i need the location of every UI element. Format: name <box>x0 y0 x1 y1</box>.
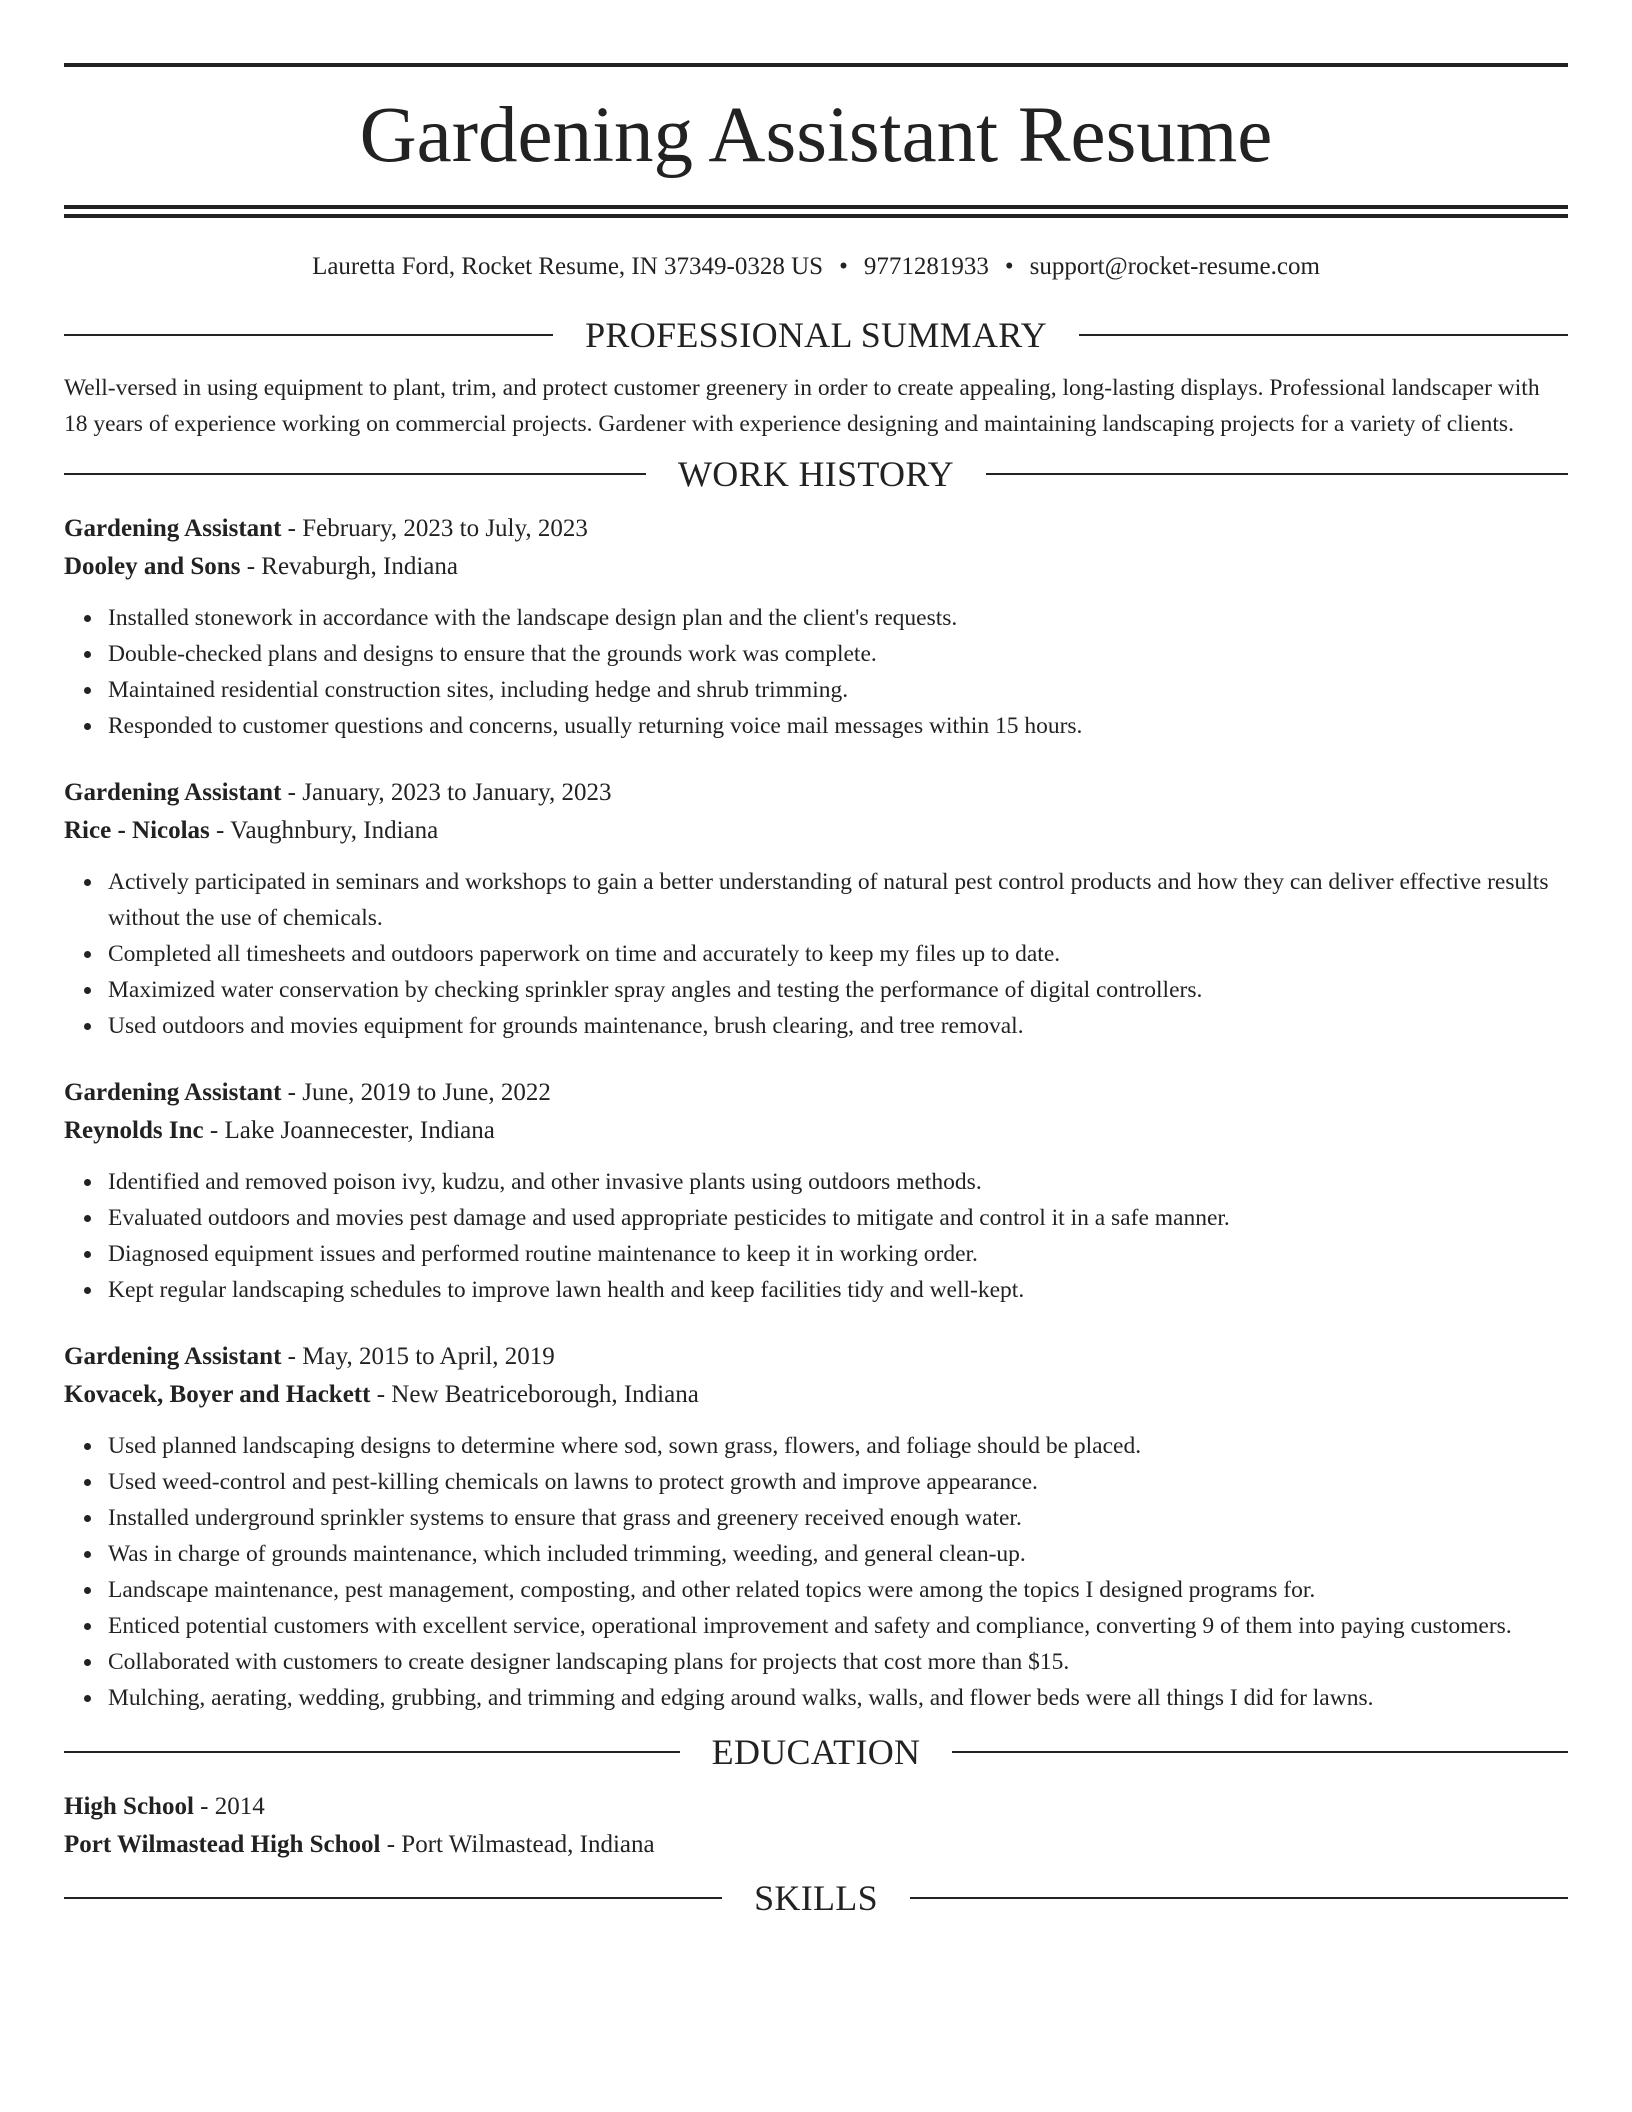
job-bullet: Enticed potential customers with excellent service, operational improvement and safety and compliance, converting 9 of them into paying customers. <box>108 1608 1568 1644</box>
job-entry <box>64 1074 1568 1308</box>
job-bullet-list <box>64 1428 1568 1716</box>
job-dates: - February, 2023 to July, 2023 <box>281 515 588 542</box>
job-title-line <box>64 774 1568 812</box>
contact-email: support@rocket-resume.com <box>1029 253 1320 280</box>
job-bullet: Used planned landscaping designs to determine where sod, sown grass, flowers, and foliage should be placed. <box>108 1428 1568 1464</box>
job-title: Gardening Assistant <box>64 779 282 806</box>
job-company-line <box>64 812 1568 850</box>
section-title: WORK HISTORY <box>678 454 954 494</box>
heading-rule <box>64 334 553 336</box>
job-bullet: Diagnosed equipment issues and performed routine maintenance to keep it in working order. <box>108 1236 1568 1272</box>
contact-separator: • <box>839 253 848 280</box>
header-double-rule <box>64 205 1568 218</box>
job-bullet-list <box>64 600 1568 744</box>
job-entry <box>64 774 1568 1044</box>
job-company-line <box>64 1112 1568 1150</box>
contact-address: Lauretta Ford, Rocket Resume, IN 37349-0328 US <box>312 253 824 280</box>
summary-text: Well-versed in using equipment to plant, trim, and protect customer greenery in order to create appealing, long-lasting displays. Professional landscaper with 18 years of experience working on commercial projects. Gardener with experience designing and maintaining landscaping projects for a variety of clients. <box>64 375 1540 437</box>
job-bullet: Was in charge of grounds maintenance, which included trimming, weeding, and general clean-up. <box>108 1536 1568 1572</box>
heading-rule <box>910 1897 1568 1899</box>
job-dates: - June, 2019 to June, 2022 <box>281 1079 551 1106</box>
education-school-line <box>64 1826 1568 1864</box>
job-bullet: Collaborated with customers to create designer landscaping plans for projects that cost more than $15. <box>108 1644 1568 1680</box>
job-bullet: Used outdoors and movies equipment for grounds maintenance, brush clearing, and tree removal. <box>108 1008 1568 1044</box>
section-heading-education <box>64 1732 1568 1772</box>
job-location: - New Beatriceborough, Indiana <box>370 1381 699 1408</box>
section-heading-work-history <box>64 454 1568 494</box>
job-location: - Lake Joannecester, Indiana <box>203 1117 495 1144</box>
job-title-line <box>64 510 1568 548</box>
job-company: Dooley and Sons <box>64 553 241 580</box>
job-company-line <box>64 1376 1568 1414</box>
job-bullet: Installed underground sprinkler systems to ensure that grass and greenery received enough water. <box>108 1500 1568 1536</box>
job-bullet: Kept regular landscaping schedules to improve lawn health and keep facilities tidy and well-kept. <box>108 1272 1568 1308</box>
job-bullet: Actively participated in seminars and workshops to gain a better understanding of natural pest control products and how they can deliver effective results without the use of chemicals. <box>108 864 1568 936</box>
job-entry <box>64 510 1568 744</box>
contact-separator: • <box>1004 253 1014 280</box>
job-bullet: Evaluated outdoors and movies pest damage and used appropriate pesticides to mitigate and control it in a safe manner. <box>108 1200 1568 1236</box>
job-title-line <box>64 1074 1568 1112</box>
education-degree: High School <box>64 1793 194 1820</box>
heading-rule <box>64 473 646 475</box>
job-bullet-list <box>64 1164 1568 1308</box>
job-company: Rice - Nicolas <box>64 817 210 844</box>
job-company: Reynolds Inc <box>64 1117 204 1144</box>
job-bullet: Landscape maintenance, pest management, composting, and other related topics were among the topics I designed programs for. <box>108 1572 1568 1608</box>
job-entry <box>64 1338 1568 1716</box>
contact-phone: 9771281933 <box>863 253 989 280</box>
heading-rule <box>952 1751 1568 1753</box>
section-title: EDUCATION <box>711 1732 921 1772</box>
job-location: - Vaughnbury, Indiana <box>209 817 439 844</box>
section-title: PROFESSIONAL SUMMARY <box>585 315 1047 355</box>
job-company-line <box>64 548 1568 586</box>
job-location: - Revaburgh, Indiana <box>240 553 458 580</box>
education-year: - 2014 <box>193 1793 265 1820</box>
heading-rule <box>64 1897 722 1899</box>
job-bullet: Completed all timesheets and outdoors paperwork on time and accurately to keep my files up to date. <box>108 936 1568 972</box>
education-location: - Port Wilmastead, Indiana <box>380 1831 655 1858</box>
education-school: Port Wilmastead High School <box>64 1831 381 1858</box>
job-bullet: Responded to customer questions and concerns, usually returning voice mail messages within 15 hours. <box>108 708 1568 744</box>
job-title-line <box>64 1338 1568 1376</box>
heading-rule <box>64 1751 680 1753</box>
job-bullet: Mulching, aerating, wedding, grubbing, and trimming and edging around walks, walls, and flower beds were all things I did for lawns. <box>108 1680 1568 1716</box>
section-heading-skills <box>64 1878 1568 1918</box>
job-bullet: Double-checked plans and designs to ensure that the grounds work was complete. <box>108 636 1568 672</box>
resume-page <box>64 0 1568 1918</box>
job-bullet: Maximized water conservation by checking sprinkler spray angles and testing the performance of digital controllers. <box>108 972 1568 1008</box>
job-bullet: Maintained residential construction sites, including hedge and shrub trimming. <box>108 672 1568 708</box>
job-dates: - January, 2023 to January, 2023 <box>281 779 612 806</box>
heading-rule <box>986 473 1568 475</box>
job-bullet-list <box>64 864 1568 1044</box>
job-bullet: Identified and removed poison ivy, kudzu, and other invasive plants using outdoors methods. <box>108 1164 1568 1200</box>
job-dates: - May, 2015 to April, 2019 <box>281 1343 555 1370</box>
section-title: SKILLS <box>754 1878 878 1918</box>
job-title: Gardening Assistant <box>64 515 282 542</box>
section-heading-summary <box>64 315 1568 355</box>
heading-rule <box>1079 334 1568 336</box>
education-degree-line <box>64 1788 1568 1826</box>
job-title: Gardening Assistant <box>64 1079 282 1106</box>
contact-line <box>64 249 1568 285</box>
job-company: Kovacek, Boyer and Hackett <box>64 1381 371 1408</box>
job-title: Gardening Assistant <box>64 1343 282 1370</box>
education-entry <box>64 1788 1568 1864</box>
job-bullet: Installed stonework in accordance with the landscape design plan and the client's requests. <box>108 600 1568 636</box>
resume-title: Gardening Assistant Resume <box>359 92 1273 179</box>
job-bullet: Used weed-control and pest-killing chemicals on lawns to protect growth and improve appearance. <box>108 1464 1568 1500</box>
